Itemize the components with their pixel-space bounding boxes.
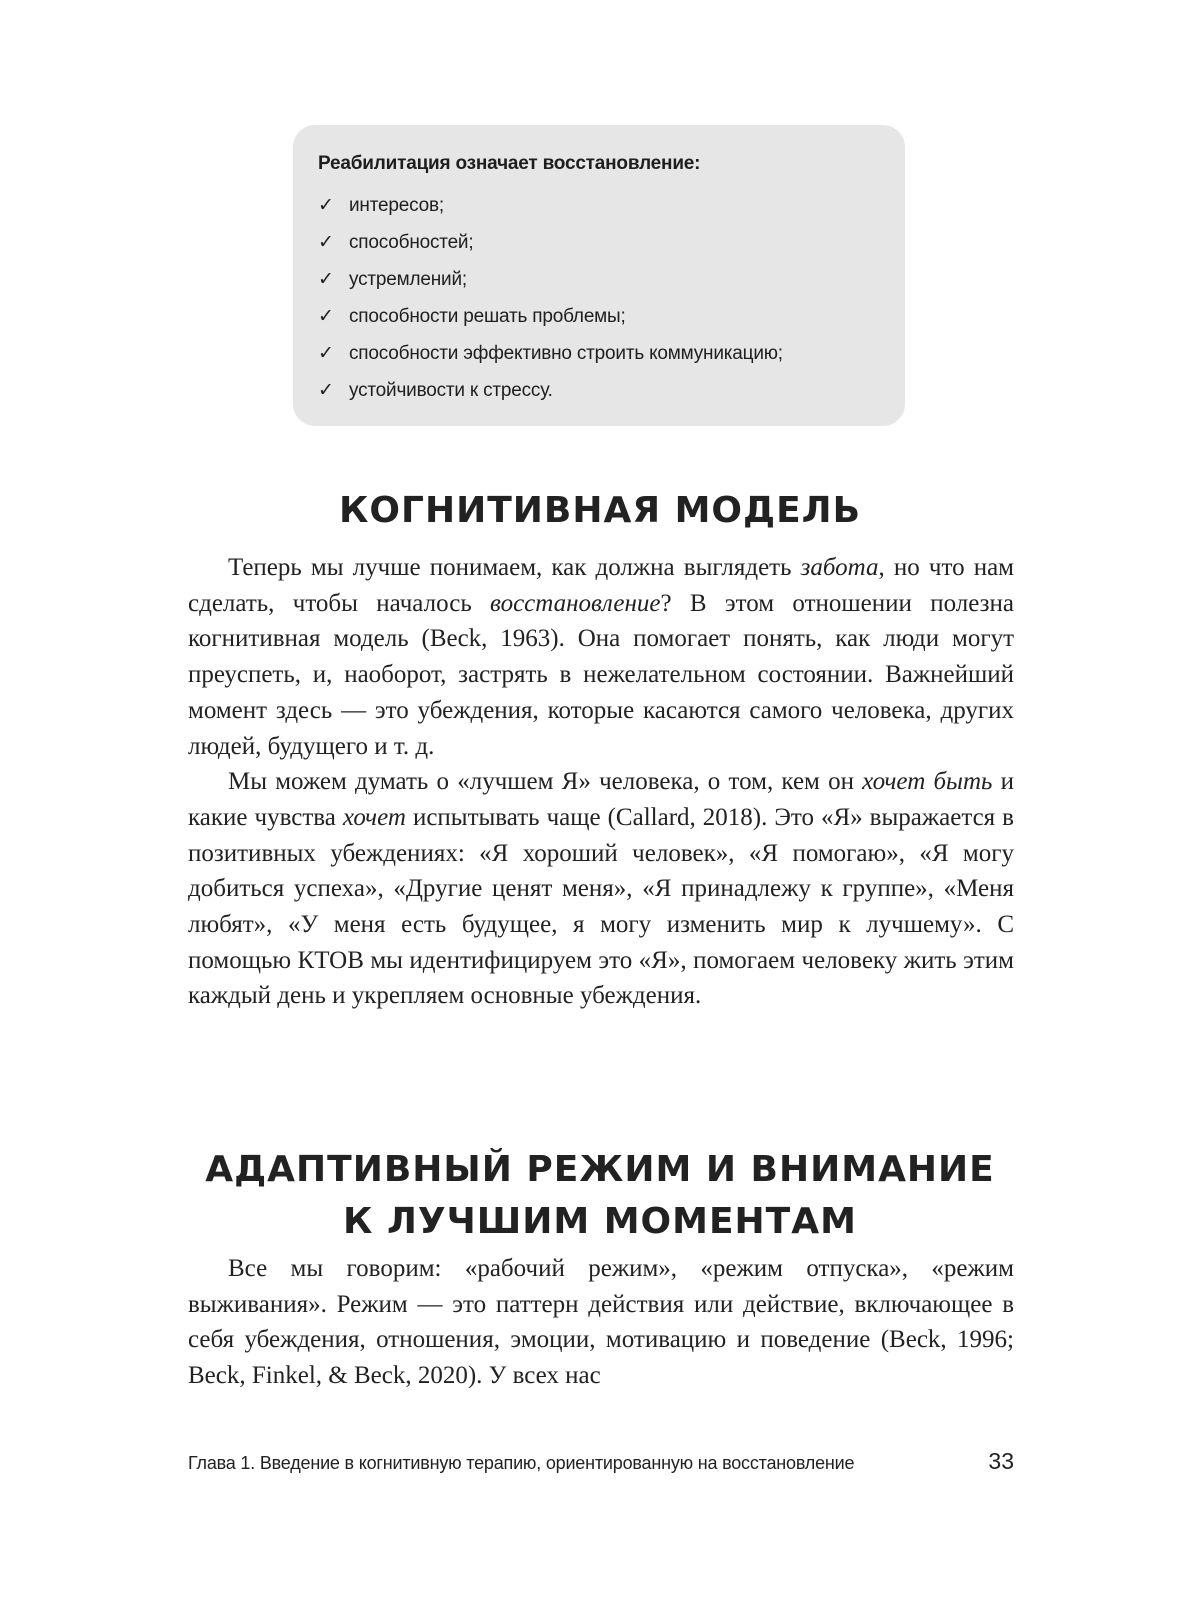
list-item-text: устойчивости к стрессу. [349, 379, 553, 401]
heading-line: АДАПТИВНЫЙ РЕЖИМ И ВНИМАНИЕ [205, 1149, 995, 1190]
text-run: , но что нам сделать, чтобы началось [188, 554, 1015, 617]
text-run: ? В этом отношении полезна когнитивная модель (Beck, 1963). Она помогает понять, как люди могут преуспеть, и, наоборот, застрять в нежелательном состоянии. Важнейший момент здесь — это убеждения, которые касаются самого человека, других людей, будущего и т. д. [188, 589, 1014, 760]
section-body-adaptive-mode [188, 1251, 1014, 1394]
list-item [318, 224, 885, 261]
callout-list [318, 187, 885, 409]
running-footer-chapter: Глава 1. Введение в когнитивную терапию, ориентированную на восстановление [188, 1453, 855, 1473]
heading-line: К ЛУЧШИМ МОМЕНТАМ [343, 1201, 857, 1242]
page-number: 33 [988, 1448, 1014, 1474]
checkmark-icon: ✓ [318, 231, 334, 253]
callout-title: Реабилитация означает восстановление: [318, 153, 701, 174]
callout-box [293, 125, 905, 426]
checkmark-icon: ✓ [318, 194, 334, 216]
text-run: Мы можем думать о «лучшем Я» человека, о том, кем он [228, 768, 863, 796]
text-run: испытывать чаще (Callard, 2018). Это «Я» выражается в позитивных убеждениях: «Я хороший человек», «Я помогаю», «Я могу добиться успеха», «Другие ценят меня», «Я принадлежу к группе», «Меня любят», «У меня есть будущее, я могу изменить мир к лучшему». С помощью КТОВ мы идентифицируем это «Я», помогаем человеку жить этим каждый день и укрепляем основные убеждения. [188, 803, 1014, 1010]
list-item-text: способности эффективно строить коммуникацию; [349, 342, 783, 364]
list-item [318, 335, 885, 372]
section-heading-adaptive-mode [0, 1144, 1200, 1248]
list-item-text: устремлений; [349, 268, 467, 290]
text-run: и какие чувства [188, 768, 1014, 831]
paragraph [188, 550, 1014, 764]
checkmark-icon: ✓ [318, 305, 334, 327]
emphasis-text: хочет [342, 803, 406, 831]
page-footer [188, 1448, 1014, 1475]
list-item-text: способностей; [349, 231, 474, 253]
emphasis-text: восстановление [490, 589, 661, 617]
emphasis-text: хочет быть [862, 768, 993, 796]
paragraph: Все мы говорим: «рабочий режим», «режим отпуска», «режим выживания». Режим — это паттерн действия или действие, включающее в себя убеждения, отношения, эмоции, мотивацию и поведение (Beck, 1996; Beck, Finkel, & Beck, 2020). У всех нас [188, 1255, 1014, 1390]
list-item-text: интересов; [349, 194, 444, 216]
list-item [318, 298, 885, 335]
list-item [318, 187, 885, 224]
section-body-cognitive-model [188, 550, 1014, 1014]
list-item [318, 261, 885, 298]
checkmark-icon: ✓ [318, 379, 334, 401]
checkmark-icon: ✓ [318, 268, 334, 290]
checkmark-icon: ✓ [318, 342, 334, 364]
list-item [318, 372, 885, 409]
paragraph [188, 764, 1014, 1014]
text-run: Теперь мы лучше понимаем, как должна выглядеть [228, 554, 801, 581]
list-item-text: способности решать проблемы; [349, 305, 626, 327]
emphasis-text: забота [800, 554, 879, 581]
section-heading-cognitive-model: КОГНИТИВНАЯ МОДЕЛЬ [338, 490, 862, 531]
